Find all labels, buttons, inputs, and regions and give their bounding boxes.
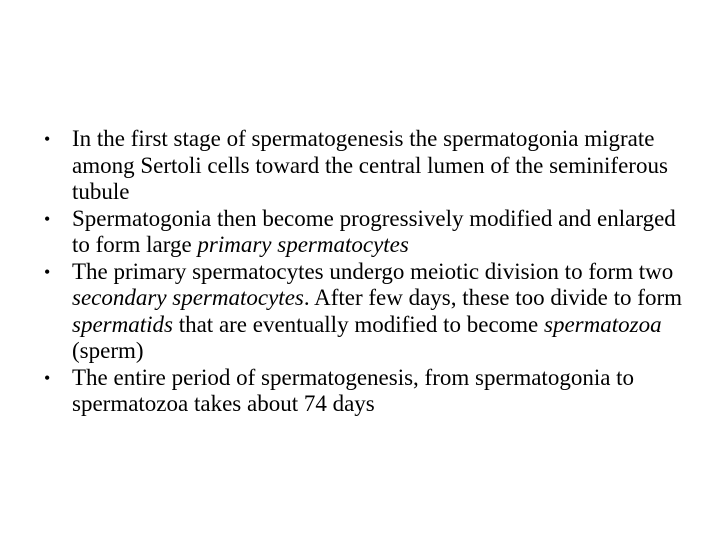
bullet-mark: •: [44, 129, 51, 149]
bullet-text-italic-segment: spermatozoa: [544, 311, 662, 337]
bullet-text: [72, 206, 676, 258]
bullet-text-segment: In the first stage of spermatogenesis the spermatogonia migrate among Sertoli cells toward the central lumen of the seminiferous tubule: [72, 126, 668, 204]
bullet-text-italic-segment: spermatids: [72, 311, 173, 337]
bullet-text-segment: that are eventually modified to become: [172, 311, 545, 337]
bullet-text-italic-segment: primary spermatocytes: [197, 232, 409, 257]
bullet-item: [44, 126, 694, 206]
bullet-text: [72, 365, 634, 417]
bullet-mark: •: [44, 261, 51, 282]
bullet-text-segment: Spermatogonia then become progressively modified and enlarged to form large: [72, 205, 676, 257]
bullet-text-segment: (sperm): [72, 338, 144, 363]
bullet-mark: •: [44, 208, 51, 229]
bullet-text: [72, 126, 668, 204]
bullet-mark: •: [44, 367, 51, 388]
bullet-item: [44, 365, 694, 418]
bullet-text-segment: The primary spermatocytes undergo meiotic division to form two: [72, 258, 674, 284]
bullet-text-segment: . After few days, these too divide to form: [303, 285, 682, 310]
bullet-text-segment: The entire period of spermatogenesis, from spermatogonia to spermatozoa takes about 74 days: [72, 364, 635, 416]
bullet-item: [44, 206, 694, 259]
bullet-text-italic-segment: secondary spermatocytes: [72, 285, 304, 310]
bullet-text: [72, 259, 682, 364]
bullet-list: [44, 126, 694, 418]
bullet-item: [44, 259, 694, 365]
